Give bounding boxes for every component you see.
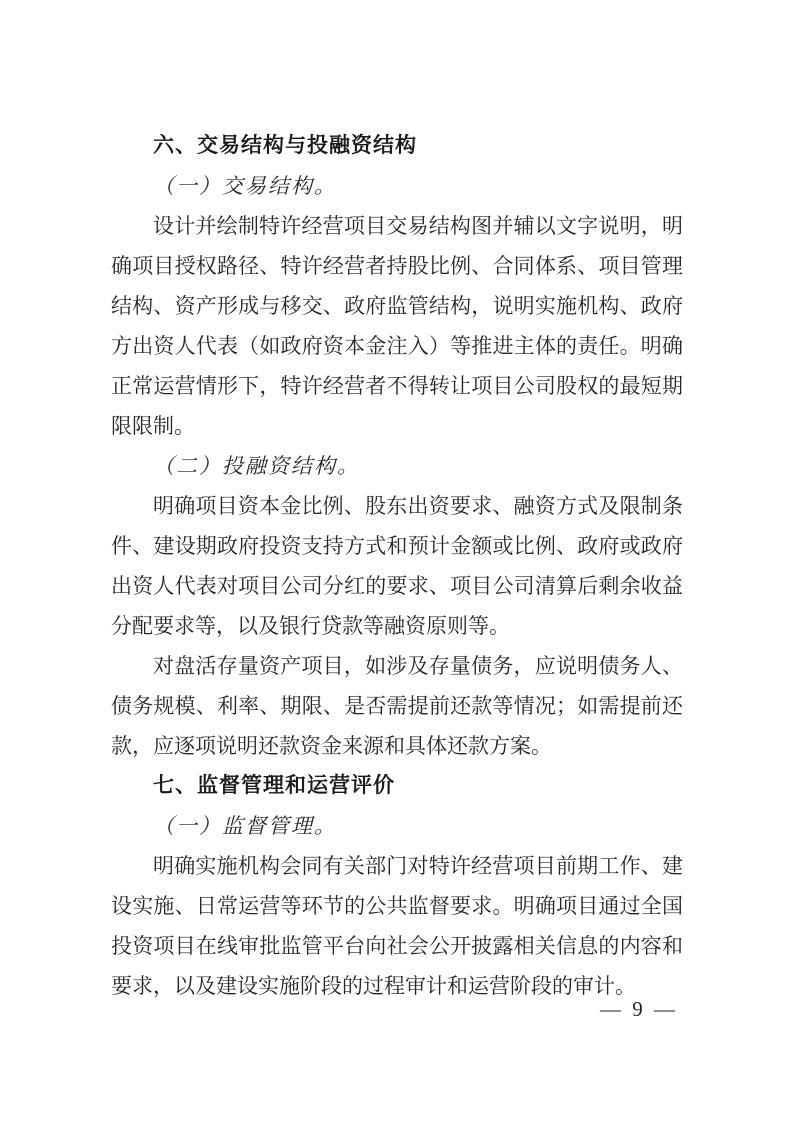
sub-heading: （二）投融资结构。 [153, 454, 360, 478]
body-paragraph: 设计并绘制特许经营项目交易结构图并辅以文字说明，明确项目授权路径、特许经营者持股比例、合同体系、项目管理结构、资产形成与移交、政府监管结构，说明实施机构、政府方出资人代表（如政府资本金注入）等推进主体的责任。明确正常运营情形下，特许经营者不得转让项目公司股权的最短期限限制。 [111, 214, 683, 438]
body-paragraph: 明确实施机构会同有关部门对特许经营项目前期工作、建设实施、日常运营等环节的公共监督要求。明确项目通过全国投资项目在线审批监管平台向社会公开披露相关信息的内容和要求，以及建设实施阶段的过程审计和运营阶段的审计。 [111, 854, 683, 998]
section-heading: 六、交易结构与投融资结构 [153, 134, 417, 157]
body-paragraph: 对盘活存量资产项目，如涉及存量债务，应说明债务人、债务规模、利率、期限、是否需提前还款等情况；如需提前还款，应逐项说明还款资金来源和具体还款方案。 [111, 654, 683, 758]
sub-heading: （一）监督管理。 [153, 814, 337, 838]
sub-heading: （一）交易结构。 [153, 174, 337, 198]
document-content [111, 126, 683, 1006]
page-number: — 9 — [600, 997, 678, 1021]
section-heading: 七、监督管理和运营评价 [153, 774, 395, 797]
body-paragraph: 明确项目资本金比例、股东出资要求、融资方式及限制条件、建设期政府投资支持方式和预计金额或比例、政府或政府出资人代表对项目公司分红的要求、项目公司清算后剩余收益分配要求等，以及银行贷款等融资原则等。 [111, 494, 683, 638]
